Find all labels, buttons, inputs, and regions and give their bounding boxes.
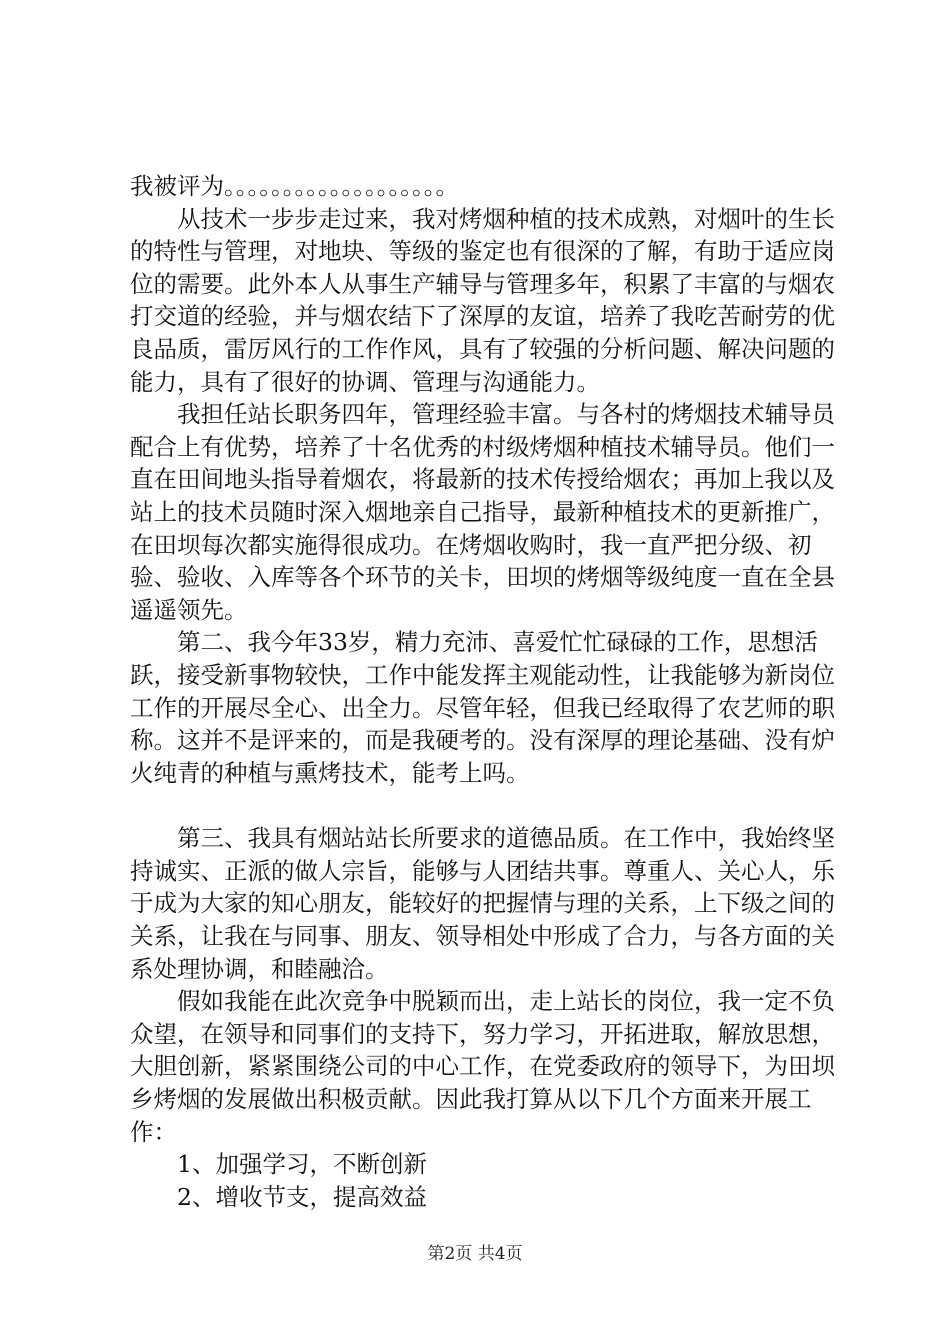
list-item-study: 1、加强学习，不断创新 bbox=[177, 1150, 427, 1179]
paragraph-third-point: 第三、我具有烟站站长所要求的道德品质。在工作中，我始终坚持诚实、正派的做人宗旨，能够与人团结共事。尊重人、关心人，乐于成为大家的知心朋友，能较好的把握情与理的关系，上下级之间的关系，让我在与同事、朋友、领导相处中形成了合力，与各方面的关系处理协调，和睦融洽。 bbox=[130, 824, 835, 983]
page-footer: 第2页 共4页 bbox=[427, 1244, 523, 1264]
paragraph-plan-intro: 假如我能在此次竞争中脱颖而出，走上站长的岗位，我一定不负众望，在领导和同事们的支持下，努力学习，开拓进取，解放思想，大胆创新，紧紧围绕公司的中心工作，在党委政府的领导下，为田坝乡烤烟的发展做出积极贡献。因此我打算从以下几个方面来开展工作： bbox=[130, 987, 835, 1146]
paragraph-technical-experience: 从技术一步步走过来，我对烤烟种植的技术成熟，对烟叶的生长的特性与管理，对地块、等级的鉴定也有很深的了解，有助于适应岗位的需要。此外本人从事生产辅导与管理多年，积累了丰富的与烟农打交道的经验，并与烟农结下了深厚的友谊，培养了我吃苦耐劳的优良品质，雷厉风行的工作作风，具有了较强的分析问题、解决问题的能力，具有了很好的协调、管理与沟通能力。 bbox=[130, 204, 835, 396]
paragraph-award: 我被评为。。。。。。。。。。。。。。。。。。。 bbox=[130, 172, 459, 200]
document-body bbox=[130, 170, 842, 1213]
paragraph-spacer bbox=[130, 789, 842, 822]
paragraph-management-experience: 我担任站长职务四年，管理经验丰富。与各村的烤烟技术辅导员配合上有优势，培养了十名优秀的村级烤烟种植技术辅导员。他们一直在田间地头指导着烟农，将最新的技术传授给烟农；再加上我以及站上的技术员随时深入烟地亲自己指导，最新种植技术的更新推广，在田坝每次都实施得很成功。在烤烟收购时，我一直严把分级、初验、验收、入库等各个环节的关卡，田坝的烤烟等级纯度一直在全县遥遥领先。 bbox=[130, 400, 835, 624]
list-item-efficiency: 2、增收节支，提高效益 bbox=[177, 1182, 427, 1211]
paragraph-second-point: 第二、我今年33岁，精力充沛、喜爱忙忙碌碌的工作，思想活跃，接受新事物较快，工作中能发挥主观能动性，让我能够为新岗位工作的开展尽全心、出全力。尽管年轻，但我已经取得了农艺师的职称。这并不是评来的，而是我硬考的。没有深厚的理论基础、没有炉火纯青的种植与熏烤技术，能考上吗。 bbox=[130, 628, 835, 787]
